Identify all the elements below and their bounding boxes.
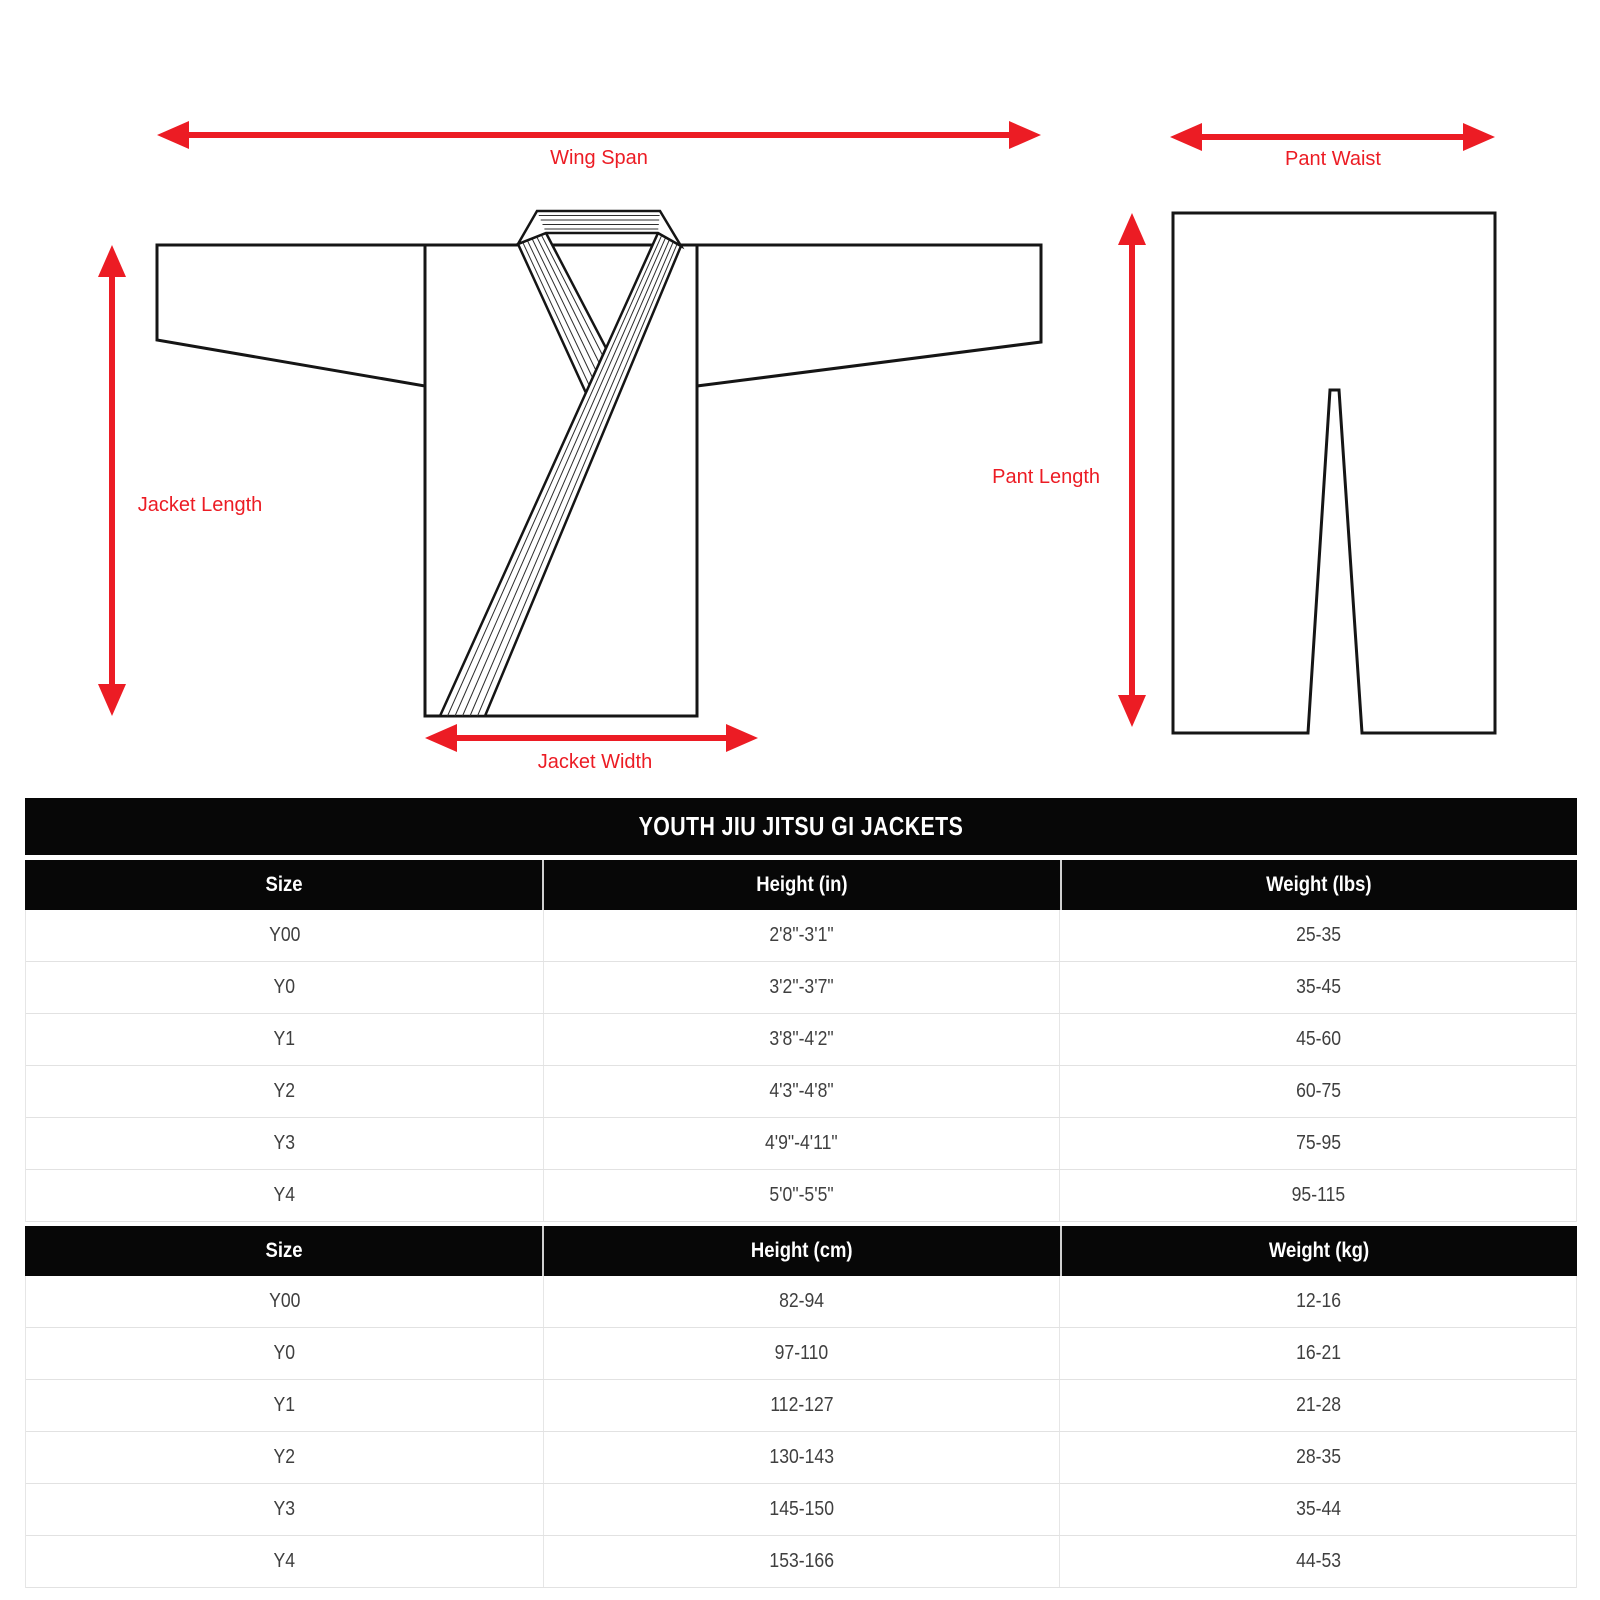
- cell-height: 5'0"-5'5": [543, 1170, 1060, 1221]
- jacket-length-label: Jacket Length: [137, 494, 263, 516]
- table-row: [26, 1276, 1576, 1328]
- table-body-in: [25, 910, 1577, 1222]
- table-header-cm: [25, 1226, 1577, 1276]
- table-row: [26, 1484, 1576, 1536]
- jacket-width-label: Jacket Width: [537, 751, 653, 773]
- table-row: [26, 1380, 1576, 1432]
- table-row: [26, 1170, 1576, 1222]
- pant-length-arrow: [1118, 213, 1146, 727]
- cell-size: Y1: [273, 1394, 296, 1416]
- cell-height: 2'8"-3'1": [543, 910, 1060, 961]
- cell-height: 3'2"-3'7": [543, 962, 1060, 1013]
- cell-weight: 21-28: [1059, 1380, 1576, 1431]
- jacket-drawing: [157, 211, 1041, 716]
- table-row: [26, 962, 1576, 1014]
- cell-weight: 28-35: [1059, 1432, 1576, 1483]
- cell-height: 82-94: [543, 1276, 1060, 1327]
- table-header-in: [25, 860, 1577, 910]
- cell-weight: 35-45: [1059, 962, 1576, 1013]
- cell-size: Y2: [273, 1446, 296, 1468]
- cell-size: Y2: [273, 1080, 296, 1102]
- cell-weight: 95-115: [1059, 1170, 1576, 1221]
- cell-size: Y3: [273, 1498, 296, 1520]
- cell-height: 145-150: [543, 1484, 1060, 1535]
- pants-silhouette: [1173, 213, 1495, 733]
- cell-weight: 16-21: [1059, 1328, 1576, 1379]
- cell-size: Y1: [273, 1028, 296, 1050]
- header-weight-lbs: Weight (lbs): [1060, 860, 1577, 910]
- table-row: [26, 1432, 1576, 1484]
- cell-height: 130-143: [543, 1432, 1060, 1483]
- measurement-diagram: [0, 0, 1600, 790]
- cell-height: 4'3"-4'8": [543, 1066, 1060, 1117]
- cell-size: Y4: [273, 1184, 296, 1206]
- cell-size: Y0: [273, 976, 296, 998]
- cell-weight: 60-75: [1059, 1066, 1576, 1117]
- cell-weight: 25-35: [1059, 910, 1576, 961]
- pant-length-label: Pant Length: [992, 466, 1100, 488]
- table-row: [26, 910, 1576, 962]
- cell-height: 153-166: [543, 1536, 1060, 1587]
- pant-waist-arrow: [1170, 123, 1495, 151]
- cell-height: 4'9"-4'11": [543, 1118, 1060, 1169]
- pants-drawing: [1173, 213, 1495, 733]
- cell-weight: 12-16: [1059, 1276, 1576, 1327]
- table-row: [26, 1014, 1576, 1066]
- size-table: [25, 798, 1577, 1588]
- cell-height: 112-127: [543, 1380, 1060, 1431]
- header-height-in: Height (in): [542, 860, 1059, 910]
- table-title: YOUTH JIU JITSU GI JACKETS: [638, 811, 964, 841]
- header-weight-kg: Weight (kg): [1060, 1226, 1577, 1276]
- cell-height: 97-110: [543, 1328, 1060, 1379]
- header-height-cm: Height (cm): [542, 1226, 1059, 1276]
- cell-weight: 75-95: [1059, 1118, 1576, 1169]
- table-title-band: [25, 798, 1577, 855]
- cell-weight: 44-53: [1059, 1536, 1576, 1587]
- table-body-cm: [25, 1276, 1577, 1588]
- cell-weight: 35-44: [1059, 1484, 1576, 1535]
- cell-size: Y0: [273, 1342, 296, 1364]
- jacket-length-arrow: [98, 245, 126, 716]
- table-row: [26, 1066, 1576, 1118]
- header-size: Size: [265, 1239, 303, 1262]
- cell-size: Y3: [273, 1132, 296, 1154]
- table-row: [26, 1118, 1576, 1170]
- cell-weight: 45-60: [1059, 1014, 1576, 1065]
- table-row: [26, 1536, 1576, 1588]
- table-row: [26, 1328, 1576, 1380]
- jacket-width-arrow: [425, 724, 758, 752]
- header-size: Size: [265, 873, 303, 896]
- pant-waist-label: Pant Waist: [1285, 148, 1381, 170]
- cell-size: Y00: [268, 924, 300, 946]
- wing-span-arrow: [157, 121, 1041, 149]
- wing-span-label: Wing Span: [550, 147, 648, 169]
- cell-height: 3'8"-4'2": [543, 1014, 1060, 1065]
- cell-size: Y00: [268, 1290, 300, 1312]
- cell-size: Y4: [273, 1550, 296, 1572]
